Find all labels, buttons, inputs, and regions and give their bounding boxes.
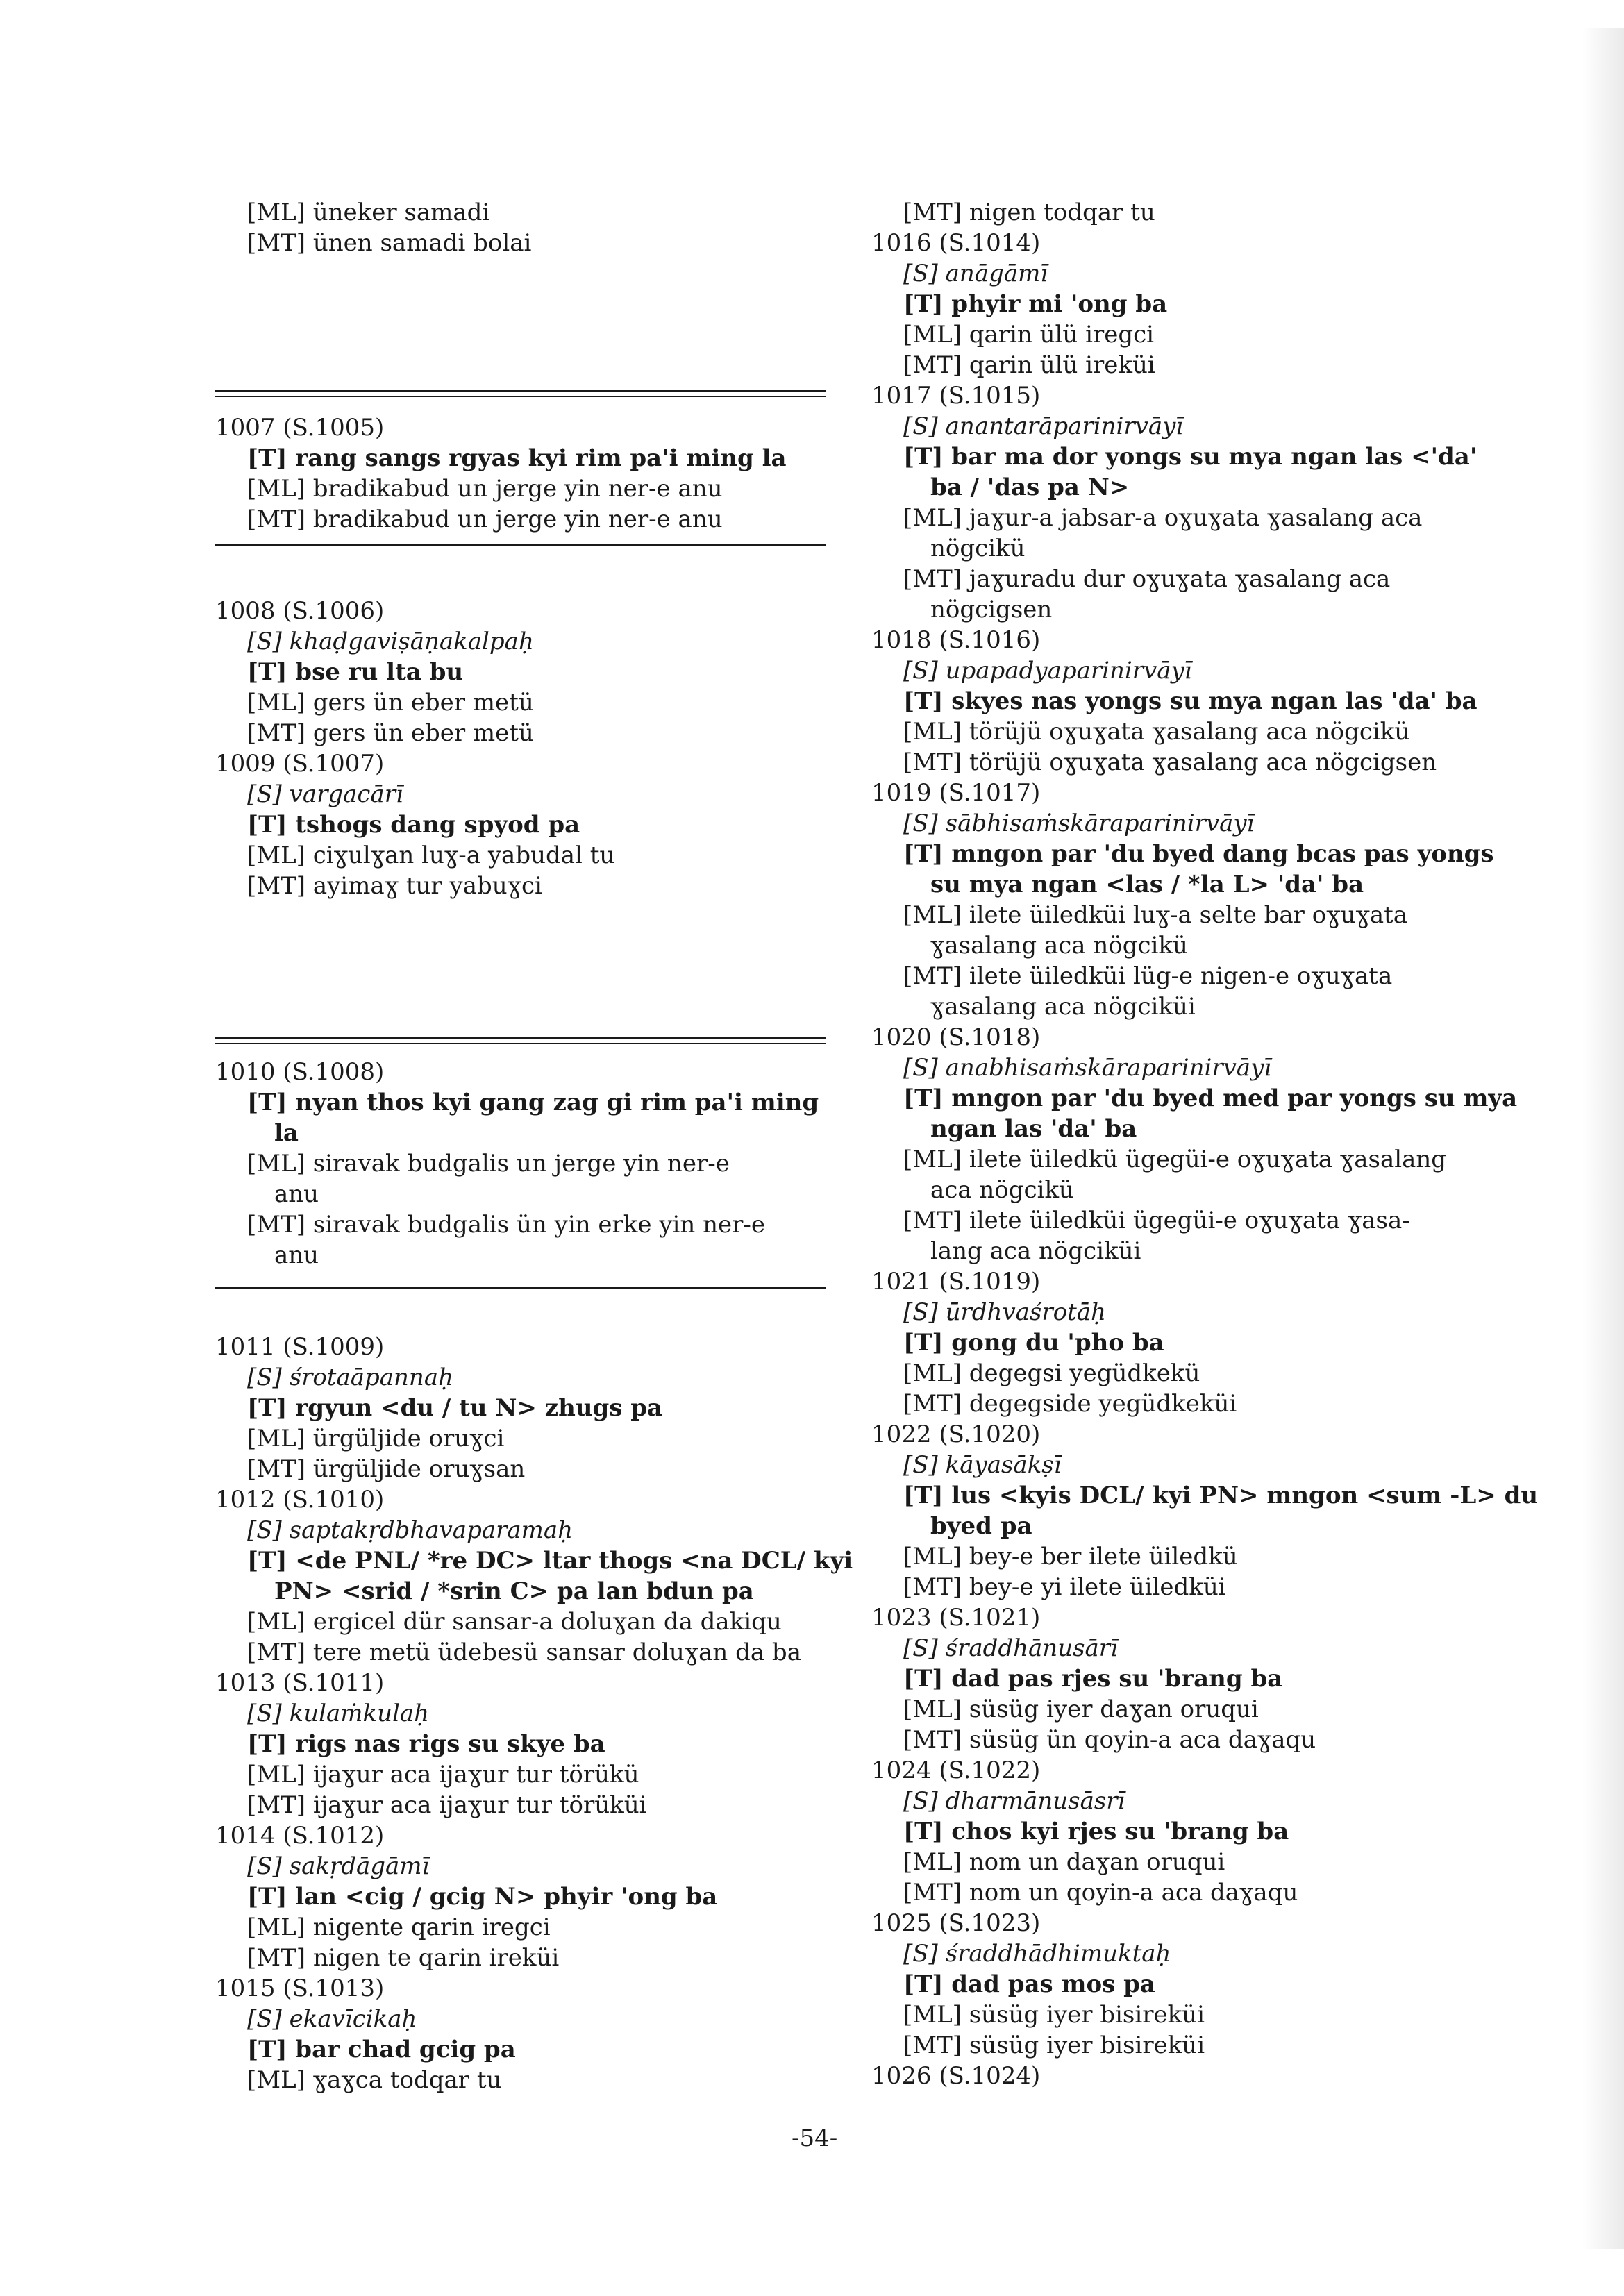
entry-line: ɣasalang aca nögciküi xyxy=(930,993,1196,1021)
entry-line: [MT] degegside yegüdkeküi xyxy=(903,1390,1237,1418)
entry-number: 1021 (S.1019) xyxy=(871,1268,1041,1296)
entry-line: [T] rigs nas rigs su skye ba xyxy=(247,1730,605,1758)
entry-number: 1015 (S.1013) xyxy=(215,1975,385,2002)
entry-line: [ML] jaɣur-a jabsar-a oɣuɣata ɣasalang aca xyxy=(903,504,1423,532)
entry-number: 1017 (S.1015) xyxy=(871,382,1041,410)
entry-number: 1016 (S.1014) xyxy=(871,229,1041,257)
entry-line: [S] śraddhādhimuktaḥ xyxy=(903,1940,1171,1968)
entry-line: ba / 'das pa N> xyxy=(930,474,1130,501)
entry-line: [S] ekavīcikaḥ xyxy=(247,2005,417,2033)
entry-line: [ML] ergicel dür sansar-a doluɣan da dakiqu xyxy=(247,1608,782,1636)
entry-number: 1010 (S.1008) xyxy=(215,1058,385,1086)
entry-line: [MT] tere metü üdebesü sansar doluɣan da ba xyxy=(247,1639,801,1666)
entry-line: [ML] bey-e ber ilete üiledkü xyxy=(903,1543,1238,1570)
entry-line: [T] <de PNL/ *re DC> ltar thogs <na DCL/ kyi xyxy=(247,1547,853,1575)
entry-line: [T] bse ru lta bu xyxy=(247,658,464,686)
entry-line: [ML] ijaɣur aca ijaɣur tur törükü xyxy=(247,1761,639,1788)
entry-line: nögcikü xyxy=(930,535,1026,562)
entry-number: 1025 (S.1023) xyxy=(871,1909,1041,1937)
entry-line: [ML] degegsi yegüdkekü xyxy=(903,1359,1200,1387)
entry-line: [S] śraddhānusārī xyxy=(903,1634,1118,1662)
entry-line: [MT] bey-e yi ilete üiledküi xyxy=(903,1573,1226,1601)
entry-line: [T] skyes nas yongs su mya ngan las 'da' ba xyxy=(903,687,1477,715)
entry-number: 1026 (S.1024) xyxy=(871,2062,1041,2090)
entry-line: [MT] ilete üiledküi lüg-e nigen-e oɣuɣata xyxy=(903,962,1393,990)
entry-line: [T] bar ma dor yongs su mya ngan las <'da' xyxy=(903,443,1477,471)
entry-line: [T] mngon par 'du byed dang bcas pas yongs xyxy=(903,840,1494,868)
entry-line: [S] saptakṛdbhavaparamaḥ xyxy=(247,1516,574,1544)
entry-number: 1020 (S.1018) xyxy=(871,1023,1041,1051)
entry-line: [MT] ürgüljide oruɣsan xyxy=(247,1455,526,1483)
entry-line: [MT] ayimaɣ tur yabuɣci xyxy=(247,872,542,900)
entry-line: [T] rang sangs rgyas kyi rim pa'i ming la xyxy=(247,444,787,472)
entry-line: lang aca nögciküi xyxy=(930,1237,1141,1265)
entry-line: [S] śrotaāpannaḥ xyxy=(247,1364,454,1391)
entry-line: [ML] süsüg iyer daɣan oruqui xyxy=(903,1695,1259,1723)
entry-line: byed pa xyxy=(930,1512,1032,1540)
entry-line: [T] mngon par 'du byed med par yongs su mya xyxy=(903,1084,1518,1112)
entry-line: [S] vargacārī xyxy=(247,780,403,808)
entry-number: 1018 (S.1016) xyxy=(871,626,1041,654)
entry-line: [ML] ürgüljide oruɣci xyxy=(247,1425,505,1452)
entry-line: [ML] qarin ülü iregci xyxy=(903,321,1155,349)
entry-line: [ML] siravak budgalis un jerge yin ner-e xyxy=(247,1150,730,1178)
entry-line: [T] chos kyi rjes su 'brang ba xyxy=(903,1818,1289,1845)
entry-line: [MT] törüjü oɣuɣata ɣasalang aca nögcigsen xyxy=(903,748,1437,776)
section-divider xyxy=(215,1287,826,1289)
entry-line: [MT] süsüg ün qoyin-a aca daɣaqu xyxy=(903,1726,1316,1754)
entry-line: [ML] süsüg iyer bisireküi xyxy=(903,2001,1205,2029)
entry-line: [ML] törüjü oɣuɣata ɣasalang aca nögcikü xyxy=(903,718,1410,746)
scan-edge-shadow xyxy=(1582,28,1624,2249)
entry-number: 1013 (S.1011) xyxy=(215,1669,385,1697)
entry-line: [MT] jaɣuradu dur oɣuɣata ɣasalang aca xyxy=(903,565,1391,593)
entry-line: [T] dad pas mos pa xyxy=(903,1970,1155,1998)
entry-line: [S] anantarāparinirvāyī xyxy=(903,412,1184,440)
entry-line: ngan las 'da' ba xyxy=(930,1115,1137,1143)
entry-line: [ML] ilete üiledküi luɣ-a selte bar oɣuɣata xyxy=(903,901,1408,929)
entry-line: [MT] ilete üiledküi ügegüi-e oɣuɣata ɣasa- xyxy=(903,1207,1410,1234)
entry-line: [MT] ünen samadi bolai xyxy=(247,229,532,257)
entry-line: [S] sakṛdāgāmī xyxy=(247,1852,430,1880)
entry-line: [S] kulaṁkulaḥ xyxy=(247,1700,430,1727)
entry-line: [ML] bradikabud un jerge yin ner-e anu xyxy=(247,475,723,503)
entry-line: [ML] nigente qarin iregci xyxy=(247,1913,551,1941)
entry-number: 1008 (S.1006) xyxy=(215,597,385,625)
entry-line: [T] lus <kyis DCL/ kyi PN> mngon <sum -L> du xyxy=(903,1482,1539,1509)
entry-line: [T] bar chad gcig pa xyxy=(247,2036,516,2063)
entry-line: [MT] nigen te qarin ireküi xyxy=(247,1944,560,1972)
entry-line: aca nögcikü xyxy=(930,1176,1074,1204)
entry-line: ɣasalang aca nögcikü xyxy=(930,932,1188,960)
entry-line: [ML] üneker samadi xyxy=(247,199,490,226)
section-divider xyxy=(215,544,826,546)
entry-line: [MT] nigen todqar tu xyxy=(903,199,1155,226)
entry-line: su mya ngan <las / *la L> 'da' ba xyxy=(930,871,1364,898)
entry-line: [ML] ilete üiledkü ügegüi-e oɣuɣata ɣasalang xyxy=(903,1146,1447,1173)
entry-line: [MT] qarin ülü ireküi xyxy=(903,351,1155,379)
entry-line: [MT] bradikabud un jerge yin ner-e anu xyxy=(247,505,723,533)
entry-number: 1007 (S.1005) xyxy=(215,414,385,442)
entry-line: [T] dad pas rjes su 'brang ba xyxy=(903,1665,1283,1693)
entry-number: 1019 (S.1017) xyxy=(871,779,1041,807)
entry-number: 1024 (S.1022) xyxy=(871,1757,1041,1784)
entry-number: 1014 (S.1012) xyxy=(215,1822,385,1850)
entry-line: [T] tshogs dang spyod pa xyxy=(247,811,580,839)
entry-line: PN> <srid / *srin C> pa lan bdun pa xyxy=(274,1577,754,1605)
entry-number: 1023 (S.1021) xyxy=(871,1604,1041,1632)
entry-line: [S] anabhisaṁskāraparinirvāyī xyxy=(903,1054,1272,1082)
entry-line: [S] kāyasākṣī xyxy=(903,1451,1062,1479)
entry-line: [S] ūrdhvaśrotāḥ xyxy=(903,1298,1106,1326)
entry-line: [S] sābhisaṁskāraparinirvāyī xyxy=(903,810,1255,837)
section-divider-double xyxy=(215,390,826,397)
entry-line: anu xyxy=(274,1180,319,1208)
entry-line: [T] gong du 'pho ba xyxy=(903,1329,1164,1357)
entry-number: 1012 (S.1010) xyxy=(215,1486,385,1514)
entry-line: [MT] siravak budgalis ün yin erke yin ner-e xyxy=(247,1211,765,1239)
entry-number: 1022 (S.1020) xyxy=(871,1421,1041,1448)
entry-line: [S] anāgāmī xyxy=(903,260,1048,287)
entry-number: 1009 (S.1007) xyxy=(215,750,385,778)
entry-number: 1011 (S.1009) xyxy=(215,1333,385,1361)
page-number: -54- xyxy=(792,2125,838,2152)
entry-line: la xyxy=(274,1119,299,1147)
entry-line: [ML] gers ün eber metü xyxy=(247,689,534,717)
entry-line: [ML] ciɣulɣan luɣ-a yabudal tu xyxy=(247,841,615,869)
entry-line: [MT] ijaɣur aca ijaɣur tur törüküi xyxy=(247,1791,647,1819)
entry-line: anu xyxy=(274,1241,319,1269)
entry-line: [MT] süsüg iyer bisireküi xyxy=(903,2031,1205,2059)
entry-line: [S] dharmānusāsrī xyxy=(903,1787,1125,1815)
entry-line: nögcigsen xyxy=(930,596,1053,623)
entry-line: [S] upapadyaparinirvāyī xyxy=(903,657,1192,685)
entry-line: [MT] nom un qoyin-a aca daɣaqu xyxy=(903,1879,1298,1907)
entry-line: [S] khaḍgaviṣāṇakalpaḥ xyxy=(247,628,534,655)
entry-line: [T] phyir mi 'ong ba xyxy=(903,290,1168,318)
entry-line: [T] rgyun <du / tu N> zhugs pa xyxy=(247,1394,663,1422)
entry-line: [T] lan <cig / gcig N> phyir 'ong ba xyxy=(247,1883,718,1911)
entry-line: [T] nyan thos kyi gang zag gi rim pa'i ming xyxy=(247,1089,819,1116)
entry-line: [MT] gers ün eber metü xyxy=(247,719,534,747)
entry-line: [ML] nom un daɣan oruqui xyxy=(903,1848,1225,1876)
section-divider-double xyxy=(215,1037,826,1044)
entry-line: [ML] ɣaɣca todqar tu xyxy=(247,2066,502,2094)
